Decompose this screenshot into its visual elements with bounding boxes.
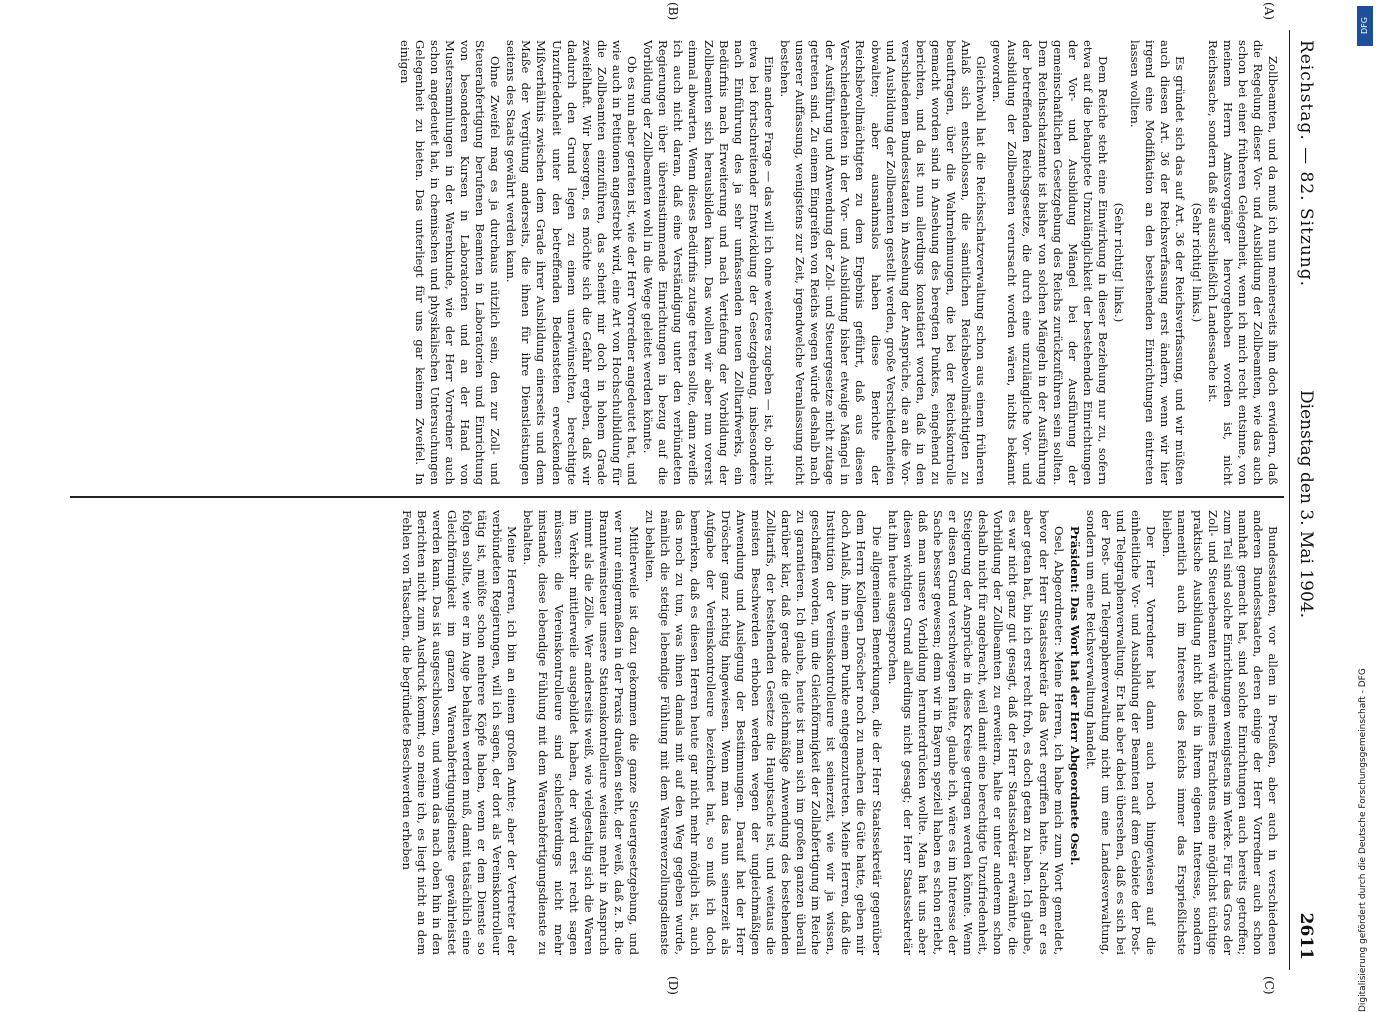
right-column: [70, 510, 1280, 955]
president-line: Präsident: Das Wort hat der Herr Abgeordnete Osel.: [1067, 526, 1082, 866]
paragraph: Der Herr Vorredner hat dann auch noch hingewiesen auf die einheitliche Vor- und Ausbildung der Beamten auf dem Gebiete der Post- und Telegraphenverwaltung. Er hat aber dabei übersehen, daß es sich bei der Post- und Telegraphenverwaltung nicht um eine Landesverwaltung, sondern um eine Reichsverwaltung handelt.: [1083, 510, 1159, 955]
paragraph: Osel, Abgeordneter: Meine Herren, ich habe mich zum Wort gemeldet, bevor der Herr Staatssekretär das Wort ergriffen hatte. Nachdem er es aber getan hat, bin ich erst recht froh, es doch getan zu haben. Ich glaube, es war nicht ganz gut gesagt, daß der Herr Staatssekretär erwähnte, die Vorbildung der Zollbeamten zu erweitern, halte er unter anderem schon deshalb nicht für angebracht, weil damit eine berechtigte Unzufriedenheit, Steigerung der Ansprüche in diese Kreise getragen werden könnte. Wenn er diesen Grund verschwiegen hätte, glaube ich, wäre es im Interesse der Sache besser gewesen; denn wir in Bayern speziell haben es schon erlebt, daß man unsere Vorbildung herunterdrücken wollte. Man hat uns aber diesen wichtigen Grund allerdings nicht gesagt; der Herr Staatssekretär hat ihn heute ausgesprochen.: [885, 510, 1066, 955]
paragraph: Es gründet sich das auf Art. 36 der Reichsverfassung, und wir müßten auch diesen Art. 36 der Reichsverfassung erst ändern, wenn wir hier irgend eine Modifikation an den bestehenden Einrichtungen eintreten lassen wollten.: [1128, 40, 1188, 485]
column-divider: [70, 496, 1284, 498]
paragraph: Eine andere Frage — das will ich ohne weiteres zugeben — ist, ob nicht etwa bei fortschreitender Entwicklung der Gesetzgebung, insbesondere nach Einführung des ja sehr umfassenden neuen Zolltarifwerks, ein Bedürfnis nach Erweiterung und nach Vertiefung der Vorbildung der Zollbeamten sich herausbilden kann. Das wollen wir aber nun vorerst einmal abwarten. Wenn dieses Bedürfnis zutage treten sollte, dann zweifle ich auch nicht daran, daß eine Verständigung unter den verbündeten Regierungen über übereinstimmende Einrichtungen in bezug auf die Vorbildung der Zollbeamten wohl in die Wege geleitet werden könnte.: [641, 40, 776, 485]
paragraph: Gleichwohl hat die Reichsschatzverwaltung schon aus einem früheren Anlaß sich entschlossen, die sämtlichen Reichsbevollmächtigten zu beauftragen, über die Wahrnehmungen, die bei der Reichskontrolle gemacht worden sind in Ansehung des beregten Punktes, eingehend zu berichten, und da ist nun allerdings konstatiert worden, daß in den verschiedenen Bundesstaaten in Ansehung der Ansprüche, die an die Vor- und Ausbildung der Zollbeamten gestellt werden, große Verschiedenheiten obwalten; aber ausnahmslos haben diese Berichte der Reichsbevollmächtigten zu dem Ergebnis geführt, daß aus diesen Verschiedenheiten in der Vor- und Ausbildung bisher etwaige Mängel in der Ausführung und Anwendung der Zoll- und Steuergesetze nicht zutage getreten sind. Zu einem Eingreifen von Reichs wegen würde deshalb nach unserer Auffassung, wenigstens zur Zeit, irgendwelche Veranlassung nicht bestehen.: [778, 40, 989, 485]
margin-mark-a: (A): [1262, 2, 1276, 21]
paragraph: Mittlerweile ist dazu gekommen die ganze Steuergesetzgebung, und wer nur einigermaßen in der Praxis draußen steht, der weiß, daß z. B. die Branntweinsteuer unsere Stationskontrolleure weitaus mehr in Anspruch nimmt als die Zölle. Wer anderseits weiß, wie vielgestaltig sich die Waren im Verkehr mittlerweile ausgebildet haben, der wird erst recht sagen müssen: die Vereinskontrolleure sind schlechterdings nicht mehr imstande, diese lebendige Fühlung mit dem Warenabfertigungsdienste zu behalten.: [521, 510, 642, 955]
paragraph: Die allgemeinen Bemerkungen, die der Herr Staatssekretär gegenüber dem Herrn Kollegen Dröscher noch zu machen die Güte hatte, geben mir doch Anlaß, ihm in einem Punkte entgegenzutreten. Meine Herren, daß die Institution der Vereinskontrolleure ist seinerzeit, wie wir ja wissen, geschaffen worden, um die Gleichförmigkeit der Zollabfertigung im Reiche zu garantieren. Ich glaube, heute ist man sich im großen ganzen überall darüber klar, daß gerade die gleichmäßige Anwendung des bestehenden Zolltarifs, der bestehenden Gesetze die Hauptsache ist, und weitaus die meisten Beschwerden erhoben werden wegen der ungleichmäßigen Anwendung und Auslegung der Bestimmungen. Darauf hat der Herr Dröscher ganz richtig hingewiesen. Wenn man das nun seinerzeit als Aufgabe der Vereinskontrolleure bezeichnet hat, so muß ich doch bemerken, daß es diesen Herren heute gar nicht mehr möglich ist, auch das noch zu tun, was ihnen damals mit auf den Weg gegeben wurde, nämlich die stetige lebendige Fühlung mit dem Warenverzollungsdienste zu behalten.: [643, 510, 884, 955]
header-date: Dienstag den 3. Mai 1904.: [1296, 390, 1316, 619]
paragraph: Dem Reiche steht eine Einwirkung in dieser Beziehung nur zu, sofern etwa auf die behauptete Unzulänglichkeit der bestehenden Einrichtungen der Vor- und Ausbildung Mängel bei der Ausführung der gemeinschaftlichen Gesetzgebung des Reichs zurückzuführen sein sollten. Dem Reichsschatzamte ist bisher von solchen Mängeln in der Ausführung der betreffenden Reichsgesetze, die durch eine unzulängliche Vor- und Ausbildung der Zollbeamten verursacht worden wären, nichts bekannt geworden.: [990, 40, 1110, 485]
interjection: (Sehr richtig! links.): [1189, 202, 1204, 323]
header-session: Reichstag. — 82. Sitzung.: [1296, 40, 1316, 288]
header-rule: [1289, 30, 1290, 970]
running-header: [1290, 30, 1320, 970]
paragraph: Ob es nun aber geraten ist, wie der Herr Vorredner angedeutet hat, und wie auch in Petitionen angestrebt wird, eine Art von Hochschulbildung für die Zollbeamten einzuführen, das scheint mir doch in hohem Grade zweifelhaft. Wir besorgen, es möchte sich die Gefahr ergeben, daß wir dadurch den Grund legen zu einem unerwünschten, berechtigte Unzufriedenheit unter den betreffenden Bediensteten erweckenden Mißverhältnis zwischen dem Grade ihrer Ausbildung einerseits und dem Maße der Vergütung anderseits, die ihnen für ihre Dienstleistungen seitens des Staats gewährt werden kann.: [504, 40, 640, 485]
paragraph: Meine Herren, ich bin an einem großen Amte; aber der Vertreter der verbündeten Regierungen, will ich sagen, der dort als Vereinskontrolleur tätig ist, müßte schon mehrere Köpfe haben, wenn er dem Dienste so folgen sollte, wie er im Auge behalten werden muß, damit tatsächlich eine Gleichförmigkeit im ganzen Warenabfertigungsdienste gewährleistet werden kann. Das ist ausgeschlossen, und wenn das nach oben hin in den Berichten nicht zum Ausdruck kommt, so meine ich, es liegt nicht an dem Fehlen von Tatsachen, die begründete Beschwerden erheben: [399, 510, 520, 955]
dfg-logo: DFG: [1357, 6, 1373, 46]
left-column: [70, 40, 1280, 485]
rotated-page-content: [60, 2, 1320, 995]
margin-mark-d: (D): [666, 976, 680, 995]
paragraph: Bundesstaaten, vor allem in Preußen, aber auch in verschiedenen anderen Bundesstaaten, deren einige der Herr Vorredner auch schon namhaft gemacht hat, sind solche Einrichtungen auch bereits getroffen; zum Teil sind solche Einrichtungen wenigstens im Werke. Für das Gros der Zoll- und Steuerbeamten würde meines Erachtens eine möglichst tüchtige praktische Ausbildung nicht bloß in ihrem eigenen Interesse, sondern namentlich auch im Interesse des Reichs immer das Ersprießlichste bleiben.: [1160, 510, 1280, 955]
paragraph: Ohne Zweifel mag es ja durchaus nützlich sein, den zur Zoll- und Steuerabfertigung berufenen Beamten in Laboratorien und Einrichtung von besonderen Kursen in Laboratorien und an der Hand von Mustersammlungen in der Warenkunde, wie der Herr Vorredner auch schon angedeutet hat, in chemischen und physikalischen Untersuchungen Gelegenheit zu bieten. Das unterliegt für uns gar keinem Zweifel. In einigen: [397, 40, 503, 485]
interjection: (Sehr richtig! links.): [1112, 202, 1127, 323]
header-page-number: 2611: [1296, 912, 1316, 960]
digitization-credit: Digitalisierung gefördert durch die Deutsche Forschungsgemeinschaft - DFG: [1358, 668, 1368, 1012]
paragraph: Zollbeamten, und da muß ich nun meinerseits ihm doch erwidern, daß die Regelung dieser Vor- und Ausbildung der Zollbeamten, wie das auch schon bei einer früheren Gelegenheit, wenn ich mich recht entsinne, von meinem Herrn Amtsvorgänger hervorgehoben worden ist, nicht Reichssache, sondern daß sie ausschließlich Landessache ist.: [1205, 40, 1280, 485]
margin-mark-c: (C): [1262, 976, 1276, 995]
margin-mark-b: (B): [666, 2, 680, 21]
